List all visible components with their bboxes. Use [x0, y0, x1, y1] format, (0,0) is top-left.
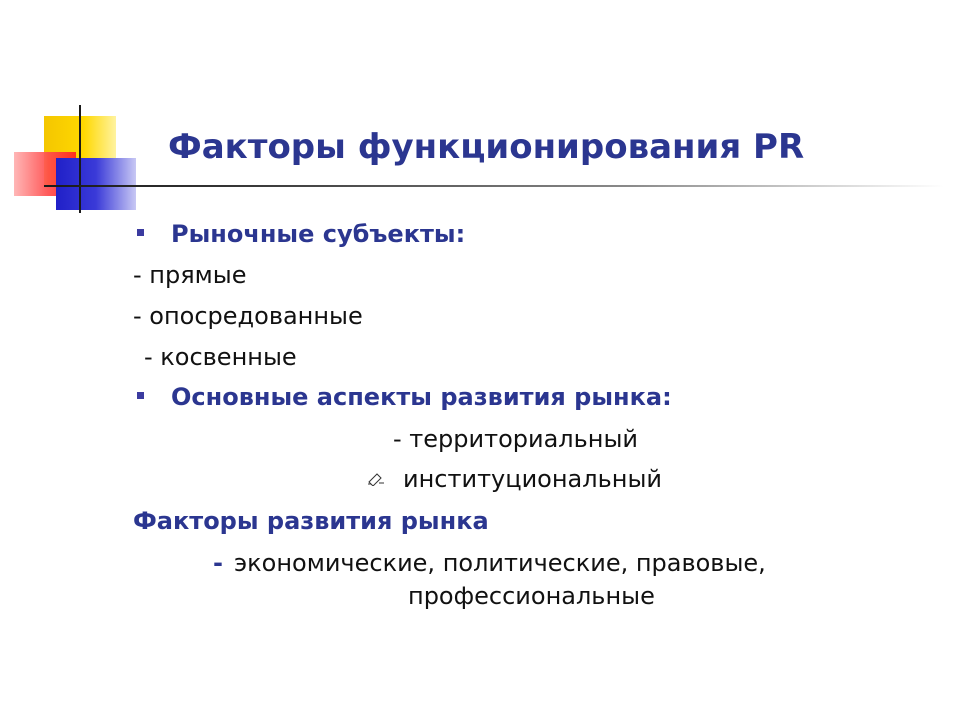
section1-item-1: - прямые — [133, 261, 247, 289]
section3-dash: - — [213, 549, 223, 577]
section1-item-3: - косвенные — [144, 343, 297, 371]
section2-item-1: - территориальный — [393, 425, 639, 453]
title-underline — [44, 185, 944, 187]
blue-square — [56, 158, 136, 210]
section2-item-2: институциональный — [403, 465, 662, 493]
pencil-icon — [367, 472, 385, 489]
section3-line-1: экономические, политические, правовые, — [234, 549, 766, 577]
logo-decoration — [0, 0, 200, 230]
section1-item-2: - опосредованные — [133, 302, 363, 330]
section3-heading: Факторы развития рынка — [133, 507, 489, 535]
slide-title: Факторы функционирования PR — [168, 127, 805, 167]
section3-line-2: профессиональные — [408, 582, 655, 610]
section1-heading: Рыночные субъекты: — [171, 220, 466, 248]
bullet-icon — [137, 229, 144, 236]
bullet-icon — [137, 392, 144, 399]
vertical-line — [79, 105, 81, 213]
section2-heading: Основные аспекты развития рынка: — [171, 383, 672, 411]
